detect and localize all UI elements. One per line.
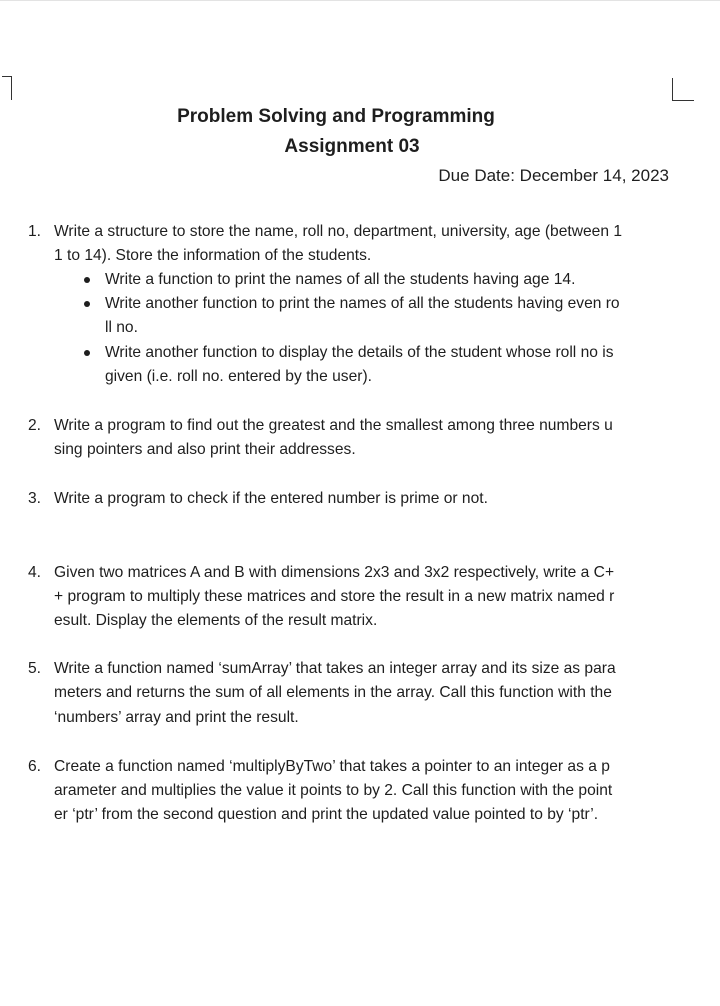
bullet-line: Write a function to print the names of all the students having age 14. bbox=[105, 271, 576, 288]
assignment-subtitle: Assignment 03 bbox=[284, 136, 420, 157]
bullet-line: Write another function to print the names of all the students having even ro bbox=[105, 295, 620, 312]
crop-mark-left bbox=[0, 76, 12, 100]
page-top-edge bbox=[0, 0, 720, 1]
bullet-dot bbox=[84, 301, 90, 307]
question-line: er ‘ptr’ from the second question and print the updated value pointed to by ‘ptr’. bbox=[54, 806, 599, 823]
question-line: Given two matrices A and B with dimensions 2x3 and 3x2 respectively, write a C+ bbox=[54, 564, 615, 581]
document-title: Problem Solving and Programming bbox=[177, 106, 495, 127]
due-date: Due Date: December 14, 2023 bbox=[438, 166, 669, 185]
question-line: Write a program to check if the entered number is prime or not. bbox=[54, 490, 488, 507]
question-number: 2. bbox=[28, 417, 42, 434]
question-line: esult. Display the elements of the result matrix. bbox=[54, 612, 378, 629]
question-line: Write a structure to store the name, roll no, department, university, age (between 1 bbox=[54, 223, 623, 240]
question-line: ‘numbers’ array and print the result. bbox=[54, 709, 299, 726]
question-line: Create a function named ‘multiplyByTwo’ that takes a pointer to an integer as a p bbox=[54, 758, 610, 775]
question-number: 6. bbox=[28, 758, 42, 775]
question-line: + program to multiply these matrices and store the result in a new matrix named r bbox=[54, 588, 615, 605]
crop-mark-right bbox=[672, 78, 696, 102]
bullet-line: Write another function to display the details of the student whose roll no is bbox=[105, 344, 614, 361]
question-line: sing pointers and also print their addresses. bbox=[54, 441, 356, 458]
question-number: 5. bbox=[28, 660, 42, 677]
question-line: arameter and multiplies the value it points to by 2. Call this function with the point bbox=[54, 782, 613, 799]
question-number: 3. bbox=[28, 490, 42, 507]
question-number: 4. bbox=[28, 564, 42, 581]
question-line: Write a program to find out the greatest and the smallest among three numbers u bbox=[54, 417, 613, 434]
bullet-dot bbox=[84, 350, 90, 356]
question-line: meters and returns the sum of all elements in the array. Call this function with the bbox=[54, 684, 612, 701]
bullet-line: given (i.e. roll no. entered by the user). bbox=[105, 368, 372, 385]
question-line: 1 to 14). Store the information of the students. bbox=[54, 247, 372, 264]
bullet-dot bbox=[84, 277, 90, 283]
bullet-line: ll no. bbox=[105, 319, 138, 336]
question-number: 1. bbox=[28, 223, 42, 240]
question-line: Write a function named ‘sumArray’ that takes an integer array and its size as para bbox=[54, 660, 616, 677]
